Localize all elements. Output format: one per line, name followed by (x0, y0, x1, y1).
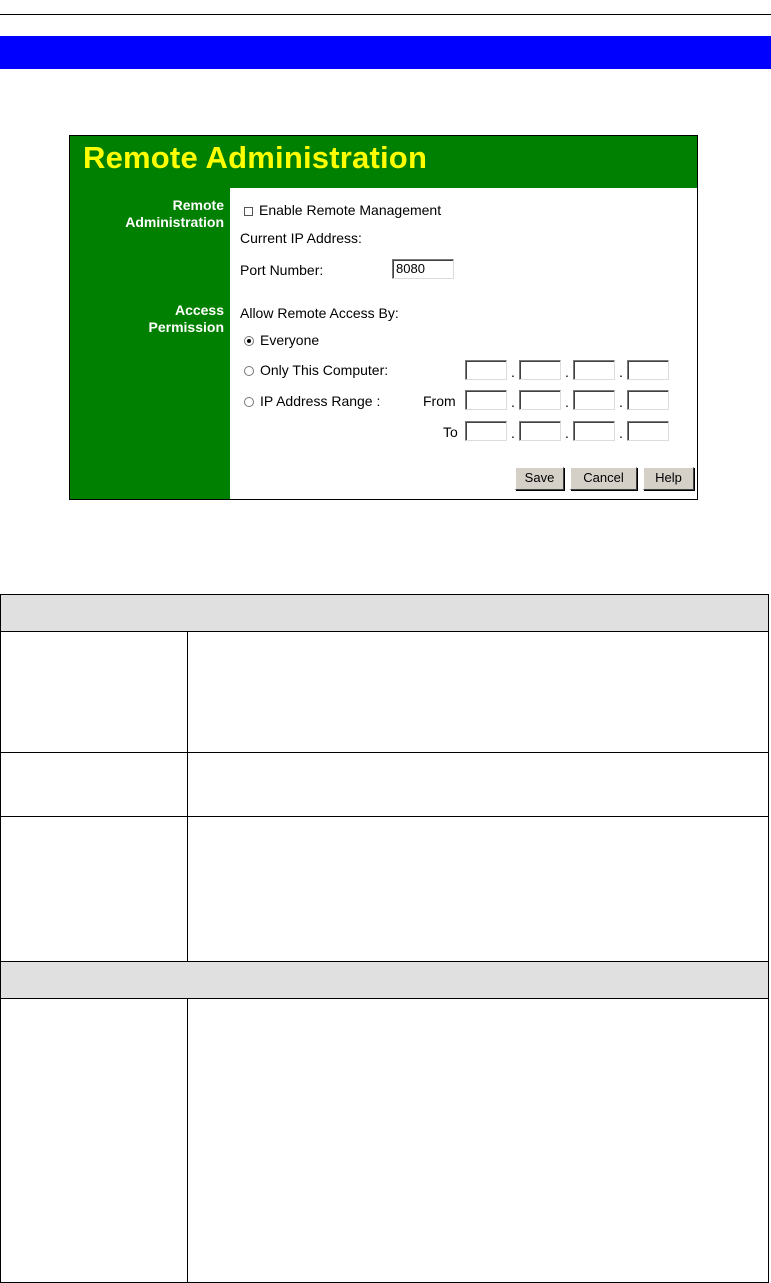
cancel-button[interactable]: Cancel (570, 467, 637, 490)
ip-dot: . (511, 394, 515, 410)
computer-ip-octet-1[interactable] (465, 360, 507, 380)
everyone-label: Everyone (260, 332, 320, 348)
everyone-radio[interactable] (244, 336, 254, 346)
table-cell-label (1, 999, 188, 1283)
to-label: To (443, 424, 458, 440)
ip-dot: . (619, 425, 623, 441)
current-ip-label: Current IP Address: (240, 230, 362, 246)
to-ip-octet-4[interactable] (627, 421, 669, 441)
ip-dot: . (565, 394, 569, 410)
ip-dot: . (511, 364, 515, 380)
allow-remote-label: Allow Remote Access By: (240, 305, 399, 321)
only-this-computer-label: Only This Computer: (260, 362, 389, 378)
side-text: Access (174, 302, 224, 318)
only-this-computer-radio[interactable] (244, 366, 254, 376)
from-ip-octet-4[interactable] (627, 390, 669, 410)
ip-dot: . (619, 394, 623, 410)
computer-ip-octet-4[interactable] (627, 360, 669, 380)
computer-ip-octet-2[interactable] (519, 360, 561, 380)
table-section-header (1, 595, 768, 632)
table-row (1, 817, 768, 962)
panel-sidebar (70, 188, 230, 499)
label-remote-administration (74, 197, 224, 231)
panel-title: Remote Administration (83, 140, 428, 175)
table-row (1, 632, 768, 753)
table-cell-label (1, 817, 188, 962)
enable-remote-row[interactable] (244, 202, 441, 218)
to-ip-octet-3[interactable] (573, 421, 615, 441)
field-table-1 (0, 594, 769, 962)
ip-range-label: IP Address Range : (260, 393, 381, 409)
computer-ip-octet-3[interactable] (573, 360, 615, 380)
to-ip-octet-1[interactable] (465, 421, 507, 441)
ip-dot: . (511, 425, 515, 441)
option-only-this-computer[interactable] (244, 362, 388, 378)
remote-admin-screenshot (69, 135, 698, 500)
from-ip-octet-3[interactable] (573, 390, 615, 410)
from-ip-octet-2[interactable] (519, 390, 561, 410)
table-row (1, 999, 768, 1283)
side-text: Administration (125, 214, 224, 230)
port-number-input[interactable]: 8080 (392, 259, 454, 279)
table-cell-label (1, 753, 188, 816)
save-button[interactable]: Save (515, 467, 564, 490)
from-label: From (423, 393, 456, 409)
from-ip-octet-1[interactable] (465, 390, 507, 410)
label-access-permission (74, 302, 224, 336)
panel-content (230, 188, 697, 499)
field-table-2 (0, 961, 769, 1283)
ip-dot: . (565, 425, 569, 441)
side-text: Remote (172, 197, 224, 213)
option-ip-range[interactable] (244, 393, 380, 409)
enable-remote-checkbox[interactable] (244, 207, 253, 216)
port-number-label: Port Number: (240, 262, 324, 278)
ip-dot: . (619, 364, 623, 380)
panel-header (70, 136, 697, 188)
table-cell-label (1, 632, 188, 752)
to-ip-octet-2[interactable] (519, 421, 561, 441)
help-button[interactable]: Help (643, 467, 694, 490)
table-row (1, 753, 768, 817)
side-text: Permission (148, 319, 224, 335)
ip-dot: . (565, 364, 569, 380)
ip-range-radio[interactable] (244, 397, 254, 407)
option-everyone[interactable] (244, 332, 319, 348)
header-band (0, 36, 771, 69)
enable-remote-label: Enable Remote Management (259, 202, 442, 218)
table-section-header (1, 962, 768, 999)
top-rule (0, 14, 771, 15)
